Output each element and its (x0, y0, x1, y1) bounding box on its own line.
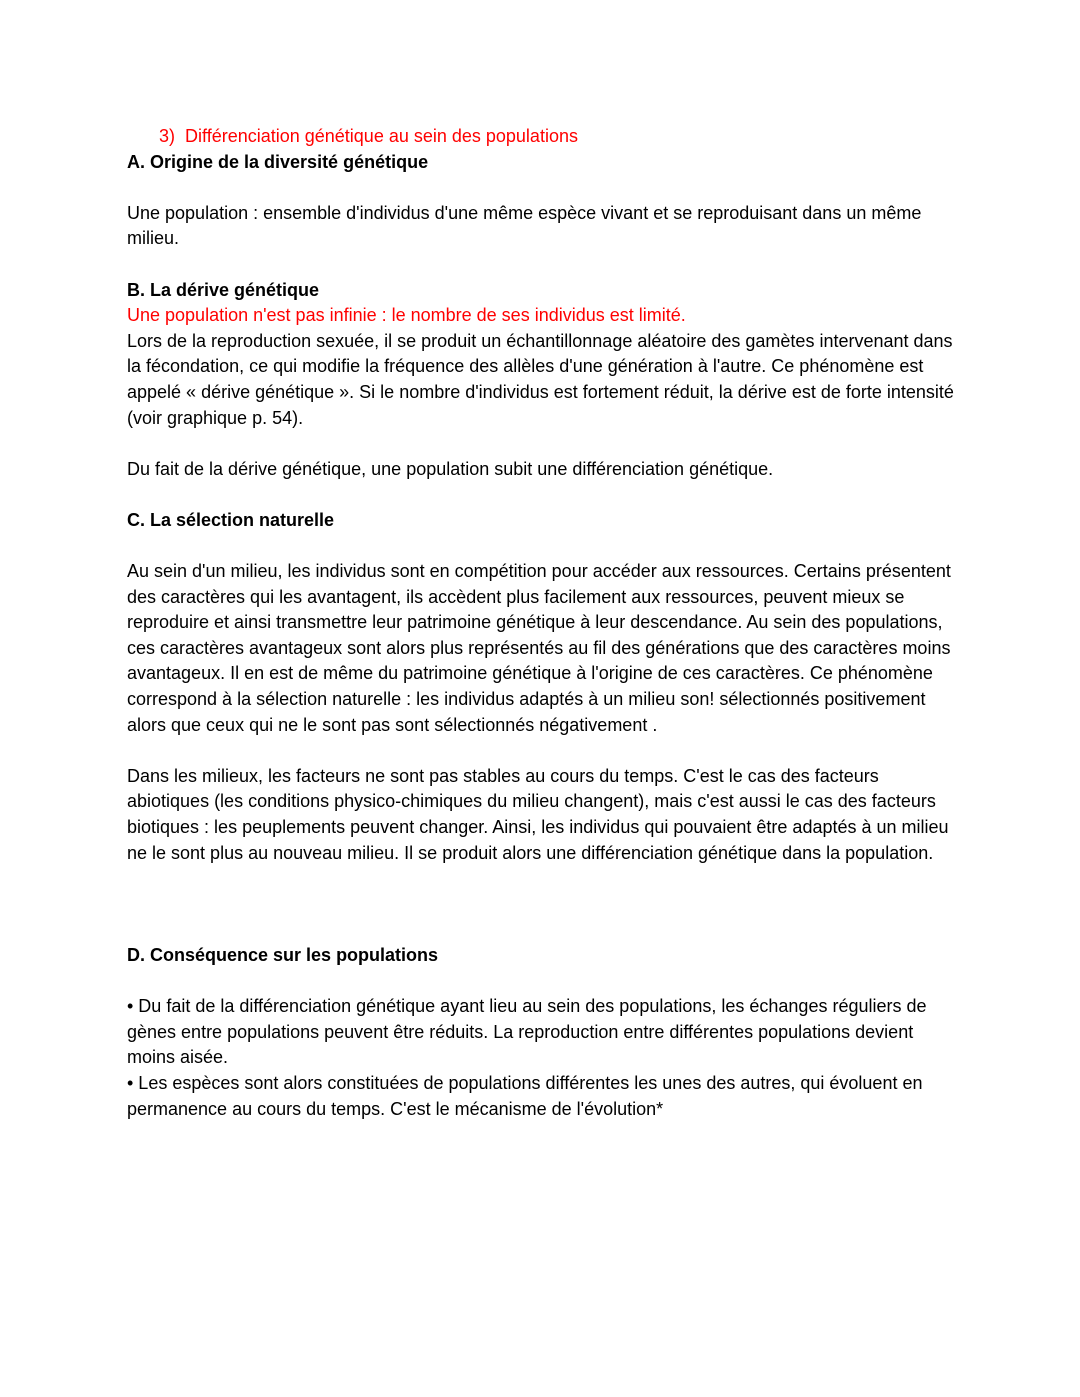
section-c-paragraph-1: Au sein d'un milieu, les individus sont en compétition pour accéder aux ressources. Certains présentent des caractères qui les avantagent, ils accèdent plus facilement aux ressources, peuvent mieux se reproduire et ainsi transmettre leur patrimoine génétique à leur descendance. Au sein des populations, ces caractères avantageux sont alors plus représentés au fil des générations que des caractères moins avantageux. Il en est de même du patrimoine génétique à l'origine de ces caractères. Ce phénomène correspond à la sélection naturelle : les individus adaptés à un milieu son! sélectionnés positivement alors que ceux qui ne le sont pas sont sélectionnés négativement . (127, 561, 951, 735)
title-text: Différenciation génétique au sein des populations (185, 126, 578, 146)
spacer (127, 431, 957, 457)
section-a-heading: A. Origine de la diversité génétique (127, 151, 429, 172)
spacer (127, 534, 957, 560)
spacer (127, 175, 957, 201)
spacer (127, 866, 957, 943)
spacer (127, 969, 957, 995)
section-d-bullet-1: • Du fait de la différenciation génétique ayant lieu au sein des populations, les échanges réguliers de gènes entre populations peuvent être réduits. La reproduction entre différentes populations devient moins aisée. (127, 996, 927, 1068)
section-a-paragraph: Une population : ensemble d'individus d'une même espèce vivant et se reproduisant dans un même milieu. (127, 202, 922, 249)
spacer (127, 738, 957, 764)
document-page (127, 124, 957, 1122)
section-b-red-line: Une population n'est pas infinie : le nombre de ses individus est limité. (127, 305, 686, 326)
document-title (127, 124, 957, 150)
section-d-bullet-2: • Les espèces sont alors constituées de populations différentes les unes des autres, qui évoluent en permanence au cours du temps. C'est le mécanisme de l'évolution* (127, 1072, 923, 1119)
spacer (127, 482, 957, 508)
title-number: 3) (159, 126, 176, 146)
section-b-paragraph-2: Du fait de la dérive génétique, une population subit une différenciation génétique. (127, 458, 774, 479)
spacer (127, 252, 957, 278)
section-b-heading: B. La dérive génétique (127, 279, 320, 300)
section-c-heading: C. La sélection naturelle (127, 509, 335, 530)
section-c-paragraph-2: Dans les milieux, les facteurs ne sont pas stables au cours du temps. C'est le cas des facteurs abiotiques (les conditions physico-chimiques du milieu changent), mais c'est aussi le cas des facteurs biotiques : les peuplements peuvent changer. Ainsi, les individus qui pouvaient être adaptés à un milieu ne le sont plus au nouveau milieu. Il se produit alors une différenciation génétique dans la population. (127, 765, 949, 863)
section-b-paragraph-1: Lors de la reproduction sexuée, il se produit un échantillonnage aléatoire des gamètes intervenant dans la fécondation, ce qui modifie la fréquence des allèles d'une génération à l'autre. Ce phénomène est appelé « dérive génétique ». Si le nombre d'individus est fortement réduit, la dérive est de forte intensité (voir graphique p. 54). (127, 330, 954, 428)
section-d-heading: D. Conséquence sur les populations (127, 945, 439, 966)
